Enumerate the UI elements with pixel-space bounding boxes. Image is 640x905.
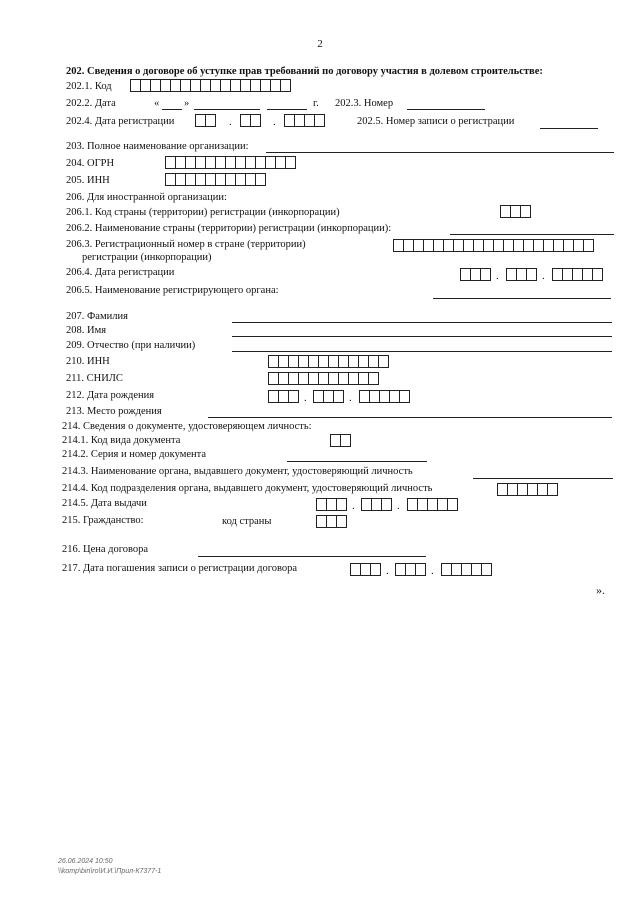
date-separator: . [397, 500, 400, 512]
issue-date-year[interactable] [407, 498, 457, 511]
label-213-birth-place: 213. Место рождения [66, 406, 162, 417]
char-cell[interactable] [480, 268, 491, 281]
label-206-4-reg-date: 206.4. Дата регистрации [66, 267, 175, 278]
label-210-inn: 210. ИНН [66, 356, 110, 367]
label-202-5-reg-record: 202.5. Номер записи о регистрации [357, 116, 515, 127]
year-line-202[interactable] [267, 109, 307, 110]
label-203-org-name: 203. Полное наименование организации: [66, 141, 249, 152]
repayment-date-year[interactable] [441, 563, 491, 576]
snils-cells[interactable] [268, 372, 378, 385]
label-214-3-issuer-name: 214.3. Наименование органа, выдавшего документ, удостоверяющий личность [62, 466, 413, 477]
reg-date-206-day[interactable] [460, 268, 490, 281]
repayment-date-month[interactable] [395, 563, 425, 576]
char-cell[interactable] [370, 563, 381, 576]
series-number-line[interactable] [287, 461, 427, 462]
label-208-name: 208. Имя [66, 325, 107, 336]
label-205-inn: 205. ИНН [66, 175, 110, 186]
issue-date-day[interactable] [316, 498, 346, 511]
country-code-206-cells[interactable] [500, 205, 530, 218]
reg-date-202-year[interactable] [284, 114, 324, 127]
label-206-foreign-org: 206. Для иностранной организации: [66, 192, 227, 203]
page-number: 2 [317, 38, 323, 50]
char-cell[interactable] [336, 498, 347, 511]
label-216-contract-price: 216. Цена договора [62, 544, 149, 555]
label-214-2-series-number: 214.2. Серия и номер документа [62, 449, 207, 460]
char-cell[interactable] [250, 114, 261, 127]
birth-date-month[interactable] [313, 390, 343, 403]
year-suffix: г. [313, 98, 319, 109]
char-cell[interactable] [336, 515, 347, 528]
char-cell[interactable] [415, 563, 426, 576]
label-209-patronymic: 209. Отчество (при наличии) [66, 340, 196, 351]
label-202-4-reg-date: 202.4. Дата регистрации [66, 116, 175, 127]
char-cell[interactable] [280, 79, 291, 92]
quote-open: « [154, 98, 160, 109]
birth-date-day[interactable] [268, 390, 298, 403]
label-214-5-issue-date: 214.5. Дата выдачи [62, 498, 147, 509]
code-202-cells[interactable] [130, 79, 290, 92]
char-cell[interactable] [314, 114, 325, 127]
date-separator: . [431, 565, 434, 577]
issuer-code-cells[interactable] [497, 483, 557, 496]
date-separator: . [542, 270, 545, 282]
ogrn-cells[interactable] [165, 156, 295, 169]
char-cell[interactable] [381, 498, 392, 511]
month-line-202[interactable] [194, 109, 260, 110]
surname-line[interactable] [232, 322, 612, 323]
date-separator: . [386, 565, 389, 577]
org-name-line[interactable] [266, 152, 614, 153]
label-214-4-issuer-code: 214.4. Код подразделения органа, выдавшего документ, удостоверяющий личность [62, 483, 433, 494]
issuer-name-line[interactable] [473, 478, 613, 479]
date-separator: . [229, 116, 232, 128]
char-cell[interactable] [205, 114, 216, 127]
char-cell[interactable] [399, 390, 410, 403]
date-separator: . [304, 392, 307, 404]
char-cell[interactable] [547, 483, 558, 496]
footer-timestamp: 26.06.2024 10:50 [58, 858, 113, 865]
quote-close: » [184, 98, 190, 109]
birth-place-line[interactable] [208, 417, 612, 418]
label-202-3-number: 202.3. Номер [335, 98, 394, 109]
repayment-date-day[interactable] [350, 563, 380, 576]
patronymic-line[interactable] [232, 351, 612, 352]
char-cell[interactable] [288, 390, 299, 403]
doc-kind-code-cells[interactable] [330, 434, 350, 447]
date-separator: . [349, 392, 352, 404]
citizenship-country-cells[interactable] [316, 515, 346, 528]
label-206-5-reg-authority: 206.5. Наименование регистрирующего органа: [66, 285, 279, 296]
birth-date-year[interactable] [359, 390, 409, 403]
label-217-repayment-date: 217. Дата погашения записи о регистрации договора [62, 563, 298, 574]
reg-date-206-month[interactable] [506, 268, 536, 281]
foreign-reg-number-cells[interactable] [393, 239, 593, 252]
char-cell[interactable] [520, 205, 531, 218]
char-cell[interactable] [526, 268, 537, 281]
label-204-ogrn: 204. ОГРН [66, 158, 115, 169]
reg-date-206-year[interactable] [552, 268, 602, 281]
char-cell[interactable] [592, 268, 603, 281]
contract-price-line[interactable] [198, 556, 426, 557]
char-cell[interactable] [340, 434, 351, 447]
label-206-3-reg-number: 206.3. Регистрационный номер в стране (территории) [66, 239, 306, 250]
char-cell[interactable] [368, 372, 379, 385]
label-214-1-kind-code: 214.1. Код вида документа [62, 435, 181, 446]
label-214-id-document: 214. Сведения о документе, удостоверяющем личность: [62, 421, 312, 432]
name-line[interactable] [232, 336, 612, 337]
reg-date-202-month[interactable] [240, 114, 260, 127]
reg-date-202-day[interactable] [195, 114, 215, 127]
closing-quote: ». [596, 583, 605, 597]
date-separator: . [273, 116, 276, 128]
country-name-line[interactable] [450, 234, 614, 235]
date-separator: . [496, 270, 499, 282]
footer-file-path: \\komp\bin\ro\И.И.\Прил-К7377-1 [58, 868, 162, 875]
reg-authority-line[interactable] [433, 298, 611, 299]
label-206-3-reg-number-cont: регистрации (инкорпорации) [82, 252, 212, 263]
label-206-1-country-code: 206.1. Код страны (территории) регистрации (инкорпорации) [66, 207, 340, 218]
char-cell[interactable] [583, 239, 594, 252]
issue-date-month[interactable] [361, 498, 391, 511]
label-211-snils: 211. СНИЛС [66, 373, 123, 384]
char-cell[interactable] [285, 156, 296, 169]
label-202-2-date: 202.2. Дата [66, 98, 116, 109]
char-cell[interactable] [447, 498, 458, 511]
char-cell[interactable] [481, 563, 492, 576]
inn-205-cells[interactable] [165, 173, 265, 186]
inn-210-cells[interactable] [268, 355, 388, 368]
char-cell[interactable] [255, 173, 266, 186]
label-212-birth-date: 212. Дата рождения [66, 390, 155, 401]
label-215-country-code: код страны [222, 516, 272, 527]
reg-record-line-202[interactable] [540, 128, 598, 129]
date-separator: . [352, 500, 355, 512]
label-202-1-code: 202.1. Код [66, 81, 112, 92]
number-line-202[interactable] [407, 109, 485, 110]
label-206-2-country-name: 206.2. Наименование страны (территории) регистрации (инкорпорации): [66, 223, 392, 234]
label-215-citizenship: 215. Гражданство: [62, 515, 144, 526]
label-207-surname: 207. Фамилия [66, 311, 128, 322]
char-cell[interactable] [378, 355, 389, 368]
section-202-title: 202. Сведения о договоре об уступке прав требований по договору участия в долевом строительстве: [66, 66, 543, 77]
day-line-202[interactable] [162, 109, 182, 110]
char-cell[interactable] [333, 390, 344, 403]
